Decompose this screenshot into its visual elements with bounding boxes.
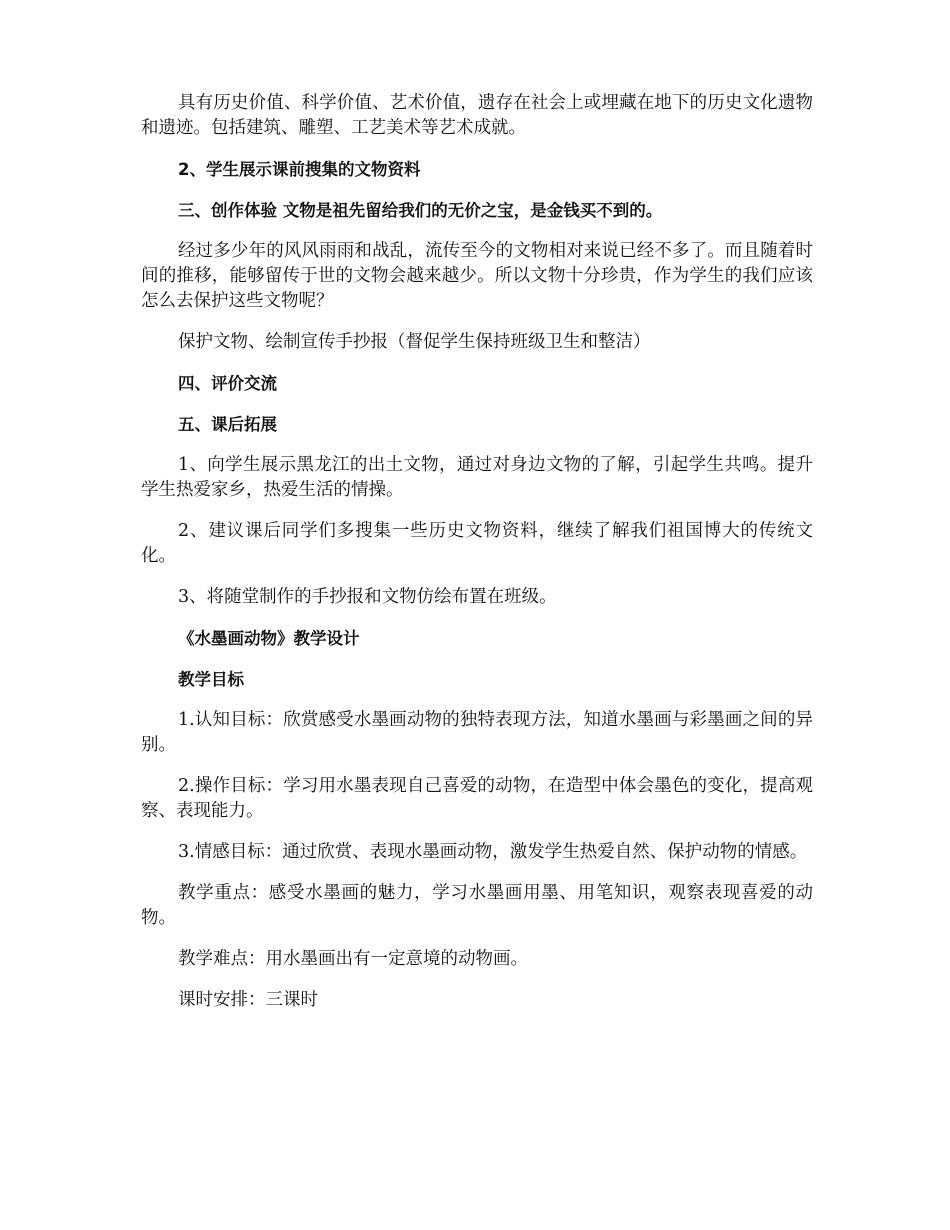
section-5-heading: 五、课后拓展	[178, 415, 277, 434]
document-body	[141, 91, 813, 1029]
step-2-heading: 2、学生展示课前搜集的文物资料	[178, 160, 421, 179]
class-hours: 课时安排：三课时	[178, 990, 318, 1010]
objective-operation: 2.操作目标：学习用水墨表现自己喜爱的动物，在造型中体会墨色的变化，提高观察、表现能力。	[141, 776, 813, 821]
objective-cognitive: 1.认知目标：欣赏感受水墨画动物的独特表现方法，知道水墨画与彩墨画之间的异别。	[141, 710, 813, 755]
objectives-heading: 教学目标	[178, 670, 244, 689]
section-3-heading: 三、创作体验 文物是祖先留给我们的无价之宝，是金钱买不到的。	[178, 201, 663, 220]
extension-item-2: 2、建议课后同学们多搜集一些历史文物资料，继续了解我们祖国博大的传统文化。	[141, 521, 813, 566]
section-4-heading: 四、评价交流	[178, 374, 277, 393]
objective-emotion: 3.情感目标：通过欣赏、表现水墨画动物，激发学生热爱自然、保护动物的情感。	[178, 842, 808, 862]
teaching-difficulty: 教学难点：用水墨画出有一定意境的动物画。	[178, 949, 528, 969]
teaching-focus: 教学重点：感受水墨画的魅力，学习水墨画用墨、用笔知识，观察表现喜爱的动物。	[141, 883, 813, 928]
section-3-paragraph: 经过多少年的风风雨雨和战乱，流传至今的文物相对来说已经不多了。而且随着时间的推移，能够留传于世的文物会越来越少。所以文物十分珍贵，作为学生的我们应该怎么去保护这些文物呢？	[141, 241, 813, 311]
intro-definition-paragraph: 具有历史价值、科学价值、艺术价值，遗存在社会上或埋藏在地下的历史文化遗物和遗迹。包括建筑、雕塑、工艺美术等艺术成就。	[141, 93, 813, 138]
section-3-activity: 保护文物、绘制宣传手抄报（督促学生保持班级卫生和整洁）	[178, 332, 651, 352]
extension-item-3: 3、将随堂制作的手抄报和文物仿绘布置在班级。	[178, 587, 557, 607]
extension-item-1: 1、向学生展示黑龙江的出土文物，通过对身边文物的了解，引起学生共鸣。提升学生热爱家乡，热爱生活的情操。	[141, 455, 813, 500]
lesson-title: 《水墨画动物》教学设计	[178, 629, 360, 648]
